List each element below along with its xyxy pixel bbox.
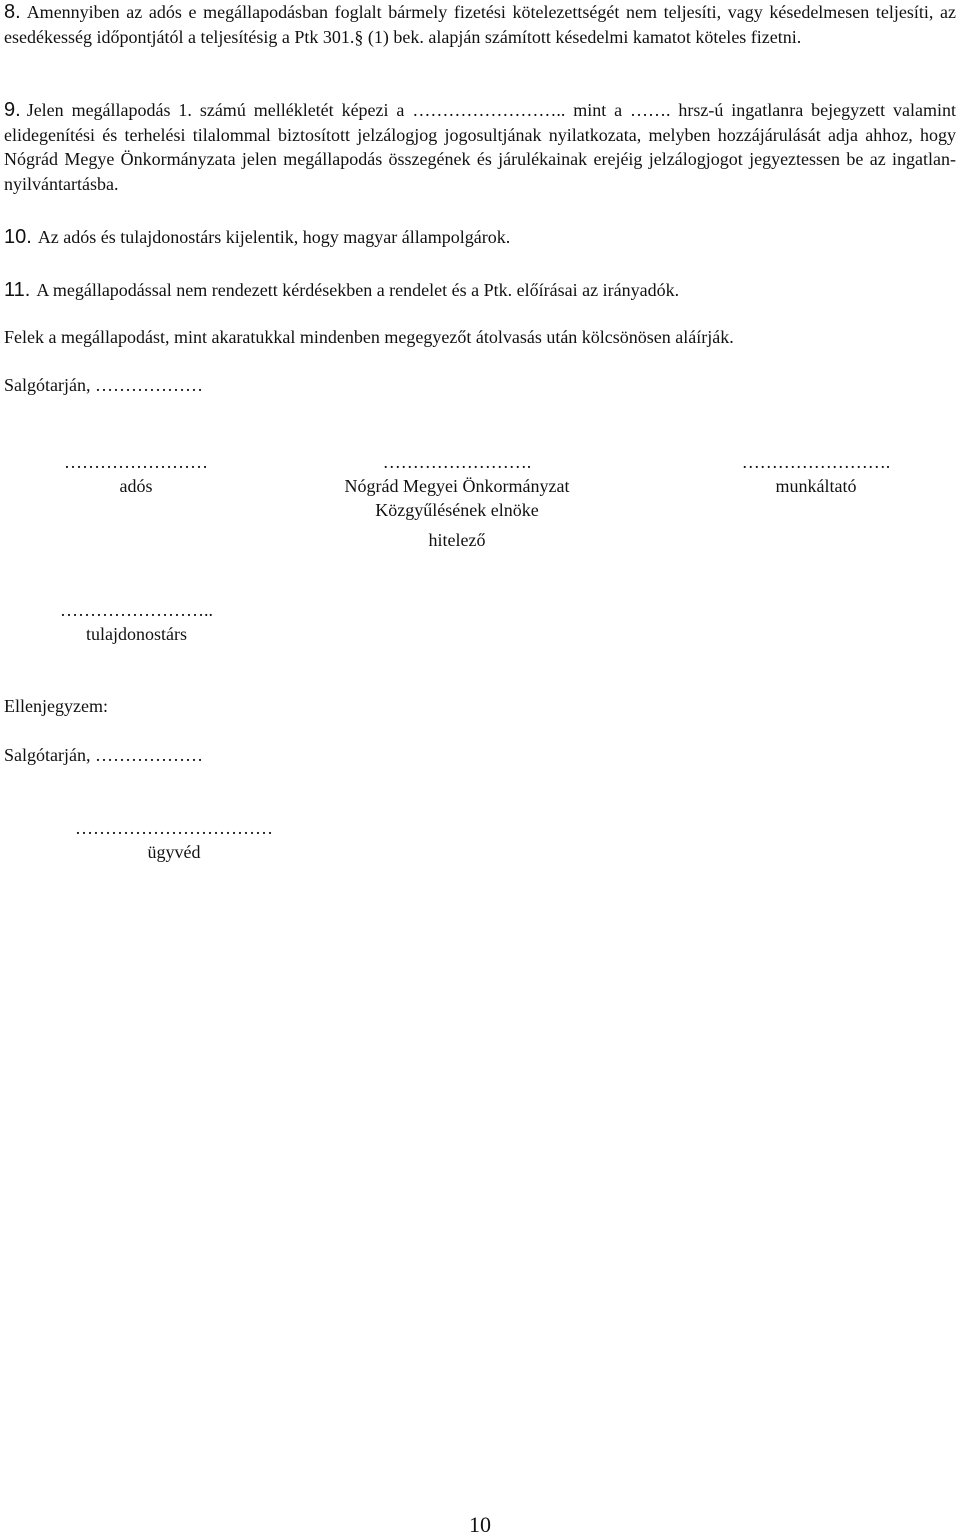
clause-8 xyxy=(4,0,956,49)
clause-text: Amennyiben az adós e megállapodásban foglalt bármely fizetési kötelezettségét nem teljesíti, vagy késedelmesen teljesíti, az esedékesség időpontjától a teljesítésig a Ptk 301.§ (1) bek. alapján számított késedelmi kamatot köteles fizetni. xyxy=(4,2,956,47)
signature-employer xyxy=(716,450,916,498)
clause-text: Jelen megállapodás 1. számú mellékletét képezi a …………………….. mint a ……. hrsz-ú ingatlanra bejegyzett valamint elidegenítési és terhelési tilalommal biztosított jelzálogjog jogosultjának nyilatkozata, melyben hozzájárulását adja ahhoz, hogy Nógrád Megye Önkormányzata jelen megállapodás összegének és járulékainak erejéig jelzálogjogot jegyeztessen be az ingatlan-nyilvántartásba. xyxy=(4,100,956,194)
clause-number: 11. xyxy=(4,279,31,301)
signature-label: munkáltató xyxy=(775,476,857,496)
clause-text: Az adós és tulajdonostárs kijelentik, hogy magyar állampolgárok. xyxy=(37,227,511,247)
signature-line: ……………………. xyxy=(741,452,891,472)
clause-11 xyxy=(4,278,679,302)
signature-creditor xyxy=(322,450,592,552)
signature-line: …………………… xyxy=(64,452,208,472)
signature-line: …………………………… xyxy=(75,818,273,838)
signature-label: tulajdonostárs xyxy=(86,624,187,644)
signature-line: …………………….. xyxy=(60,600,213,620)
clause-9 xyxy=(4,98,956,196)
clause-number: 10. xyxy=(4,226,32,248)
signature-role: hitelező xyxy=(428,530,486,550)
clause-text: A megállapodással nem rendezett kérdésekben a rendelet és a Ptk. előírásai az irányadók. xyxy=(36,280,680,300)
signature-label: ügyvéd xyxy=(147,842,201,862)
countersign-title: Ellenjegyzem: xyxy=(4,696,108,716)
clause-10 xyxy=(4,225,510,249)
signature-label: Közgyűlésének elnöke xyxy=(375,500,539,520)
page-number: 10 xyxy=(469,1512,491,1537)
place-date: Salgótarján, ……………… xyxy=(4,375,203,395)
signature-line: ……………………. xyxy=(382,452,532,472)
closing-statement: Felek a megállapodást, mint akaratukkal mindenben megegyezőt átolvasás után kölcsönösen aláírják. xyxy=(4,327,734,347)
clause-number: 9. xyxy=(4,99,21,121)
clause-number: 8. xyxy=(4,1,21,23)
signature-lawyer xyxy=(54,816,294,864)
signature-label: Nógrád Megyei Önkormányzat xyxy=(344,476,570,496)
signature-co-owner xyxy=(34,598,239,646)
signature-label: adós xyxy=(119,476,153,496)
signature-debtor xyxy=(26,450,246,498)
place-date: Salgótarján, ……………… xyxy=(4,745,203,765)
